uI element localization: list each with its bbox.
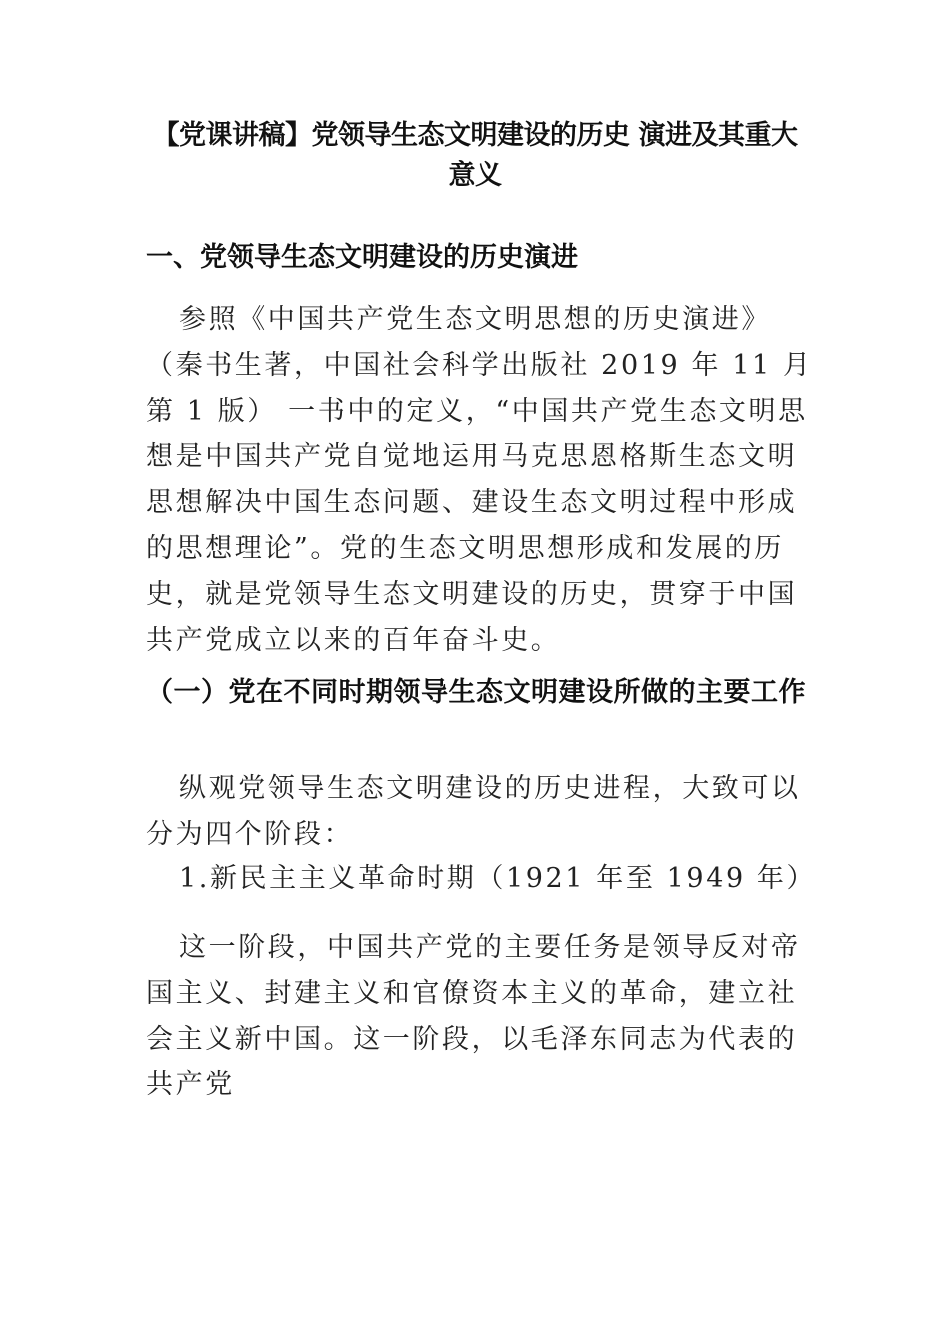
stage-heading-new-democratic: 1.新民主主义革命时期（1921 年至 1949 年） (179, 863, 817, 894)
paragraph-definition: 参照《中国共产党生态文明思想的历史演进》（秦书生著，中国社会科学出版社 2019 年 11 月第 1 版） 一书中的定义，“中国共产党生态文明思想是中国共产党自觉地运用马克思恩格斯生态文明思想解决中国生态问题、建设生态文明过程中形成的思想理论”。党的生态文明思想形成和发展的历史，就是党领导生态文明建设的历史，贯穿于中国共产党成立以来的百年奋斗史。 (146, 304, 813, 656)
section-heading-history: 一、党领导生态文明建设的历史演进 (146, 242, 578, 273)
paragraph-four-stages: 纵观党领导生态文明建设的历史进程，大致可以分为四个阶段： (146, 773, 801, 850)
document-title: 【党课讲稿】党领导生态文明建设的历史 演进及其重大意义 (152, 120, 798, 191)
paragraph-stage-one: 这一阶段，中国共产党的主要任务是领导反对帝国主义、封建主义和官僚资本主义的革命，建立社会主义新中国。这一阶段，以毛泽东同志为代表的共产党 (146, 932, 801, 1101)
subsection-heading-main-work: （一）党在不同时期领导生态文明建设所做的主要工作 (146, 677, 806, 708)
